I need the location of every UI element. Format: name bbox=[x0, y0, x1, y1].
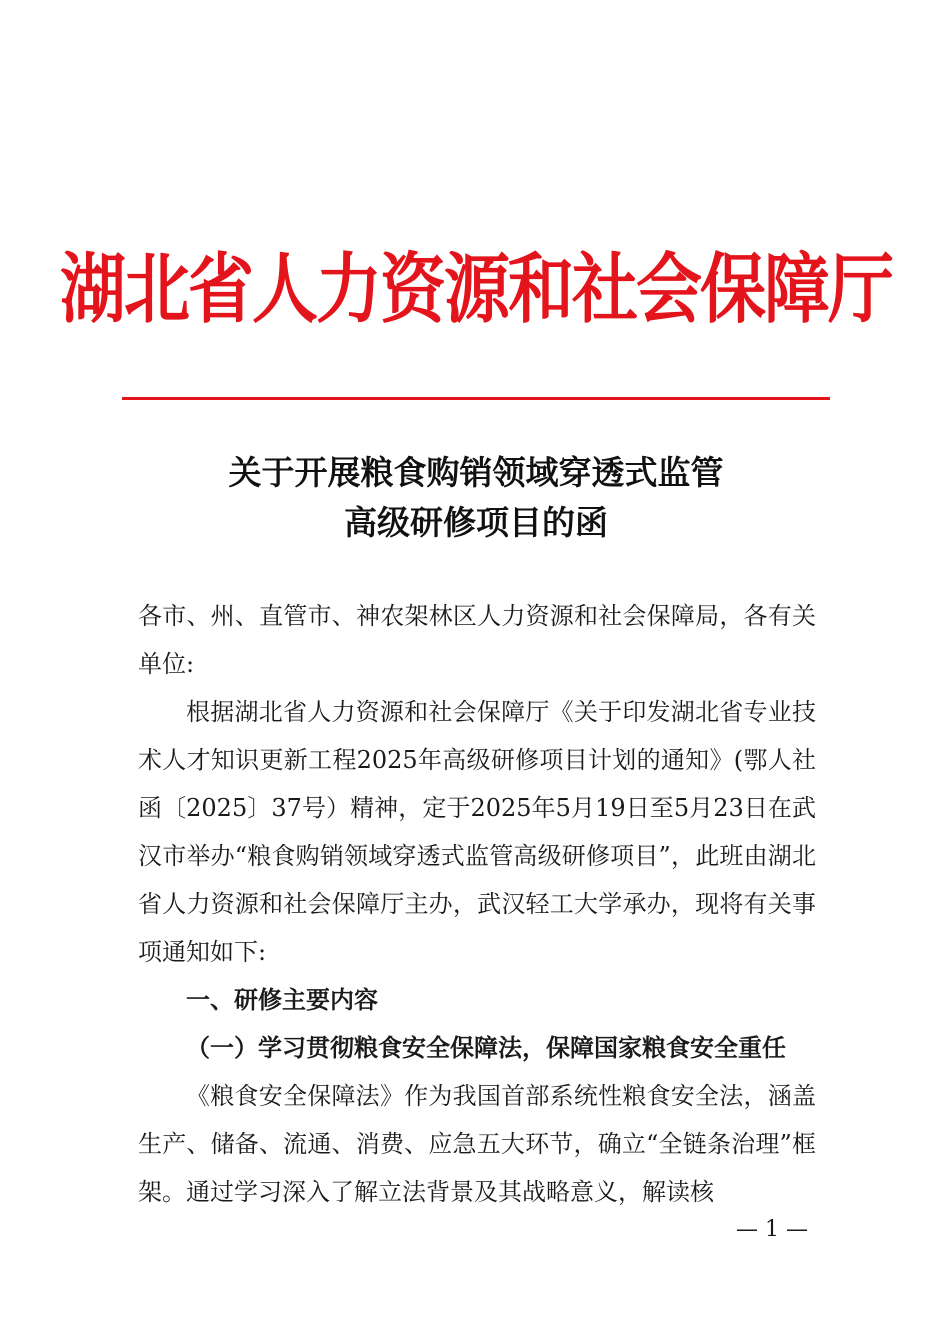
document-title-line2: 高级研修项目的函 bbox=[344, 503, 608, 542]
document-title bbox=[0, 448, 952, 548]
section-heading-1: 一、研修主要内容 bbox=[186, 986, 378, 1014]
document-body bbox=[138, 592, 816, 1216]
salutation: 各市、州、直管市、神农架林区人力资源和社会保障局，各有关单位: bbox=[138, 602, 816, 678]
red-header-rule bbox=[122, 397, 830, 400]
page-number: — 1 — bbox=[736, 1217, 808, 1242]
body-paragraph-2: 《粮食安全保障法》作为我国首部系统性粮食安全法，涵盖生产、储备、流通、消费、应急五大环节，确立“全链条治理”框架。通过学习深入了解立法背景及其战略意义，解读核 bbox=[138, 1082, 816, 1206]
subsection-heading-1: （一）学习贯彻粮食安全保障法，保障国家粮食安全重任 bbox=[186, 1033, 786, 1062]
document-title-line1: 关于开展粮食购销领域穿透式监管 bbox=[228, 453, 724, 492]
body-paragraph-1: 根据湖北省人力资源和社会保障厅《关于印发湖北省专业技术人才知识更新工程2025年高级研修项目计划的通知》(鄂人社函〔2025〕37号）精神，定于2025年5月19日至5月23日在武汉市举办“粮食购销领域穿透式监管高级研修项目”，此班由湖北省人力资源和社会保障厅主办，武汉轻工大学承办，现将有关事项通知如下: bbox=[138, 698, 816, 966]
issuing-organization: 湖北省人力资源和社会保障厅 bbox=[60, 245, 892, 334]
